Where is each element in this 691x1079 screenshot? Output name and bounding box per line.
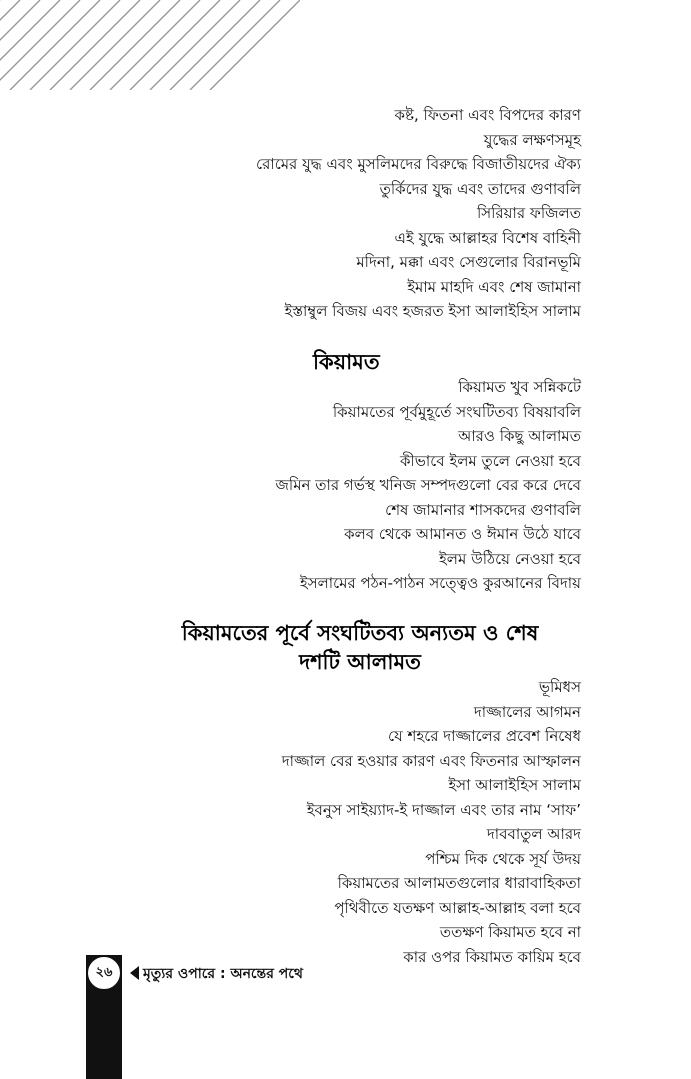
page-number: ২৬ xyxy=(86,955,122,991)
arrow-left-icon xyxy=(130,966,139,980)
toc-entry: ভূমিধস xyxy=(538,678,581,696)
toc-entry: ইসা আলাইহিস সালাম xyxy=(448,776,581,794)
heading-line-2: দশটি আলামত xyxy=(299,650,421,674)
toc-entry: কীভাবে ইলম তুলে নেওয়া হবে xyxy=(399,451,581,470)
toc-entry: ইস্তাম্বুল বিজয় এবং হজরত ইসা আলাইহিস সালাম xyxy=(284,302,581,320)
toc-entry: দাজ্জাল বের হওয়ার কারণ এবং ফিতনার আস্ফালন xyxy=(281,751,581,770)
running-footer-title: মৃত্যুর ওপারে : অনন্তের পথে xyxy=(143,966,303,982)
toc-entry: যুদ্ধের লক্ষণসমূহ xyxy=(483,130,581,149)
toc-entry: ইমাম মাহদি এবং শেষ জামানা xyxy=(407,277,581,296)
toc-entry: যে শহরে দাজ্জালের প্রবেশ নিষেধ xyxy=(387,727,581,745)
toc-entry: কার ওপর কিয়ামত কায়িম হবে xyxy=(403,947,581,966)
toc-entry: কষ্ট, ফিতনা এবং বিপদের কারণ xyxy=(394,106,581,124)
toc-section-wars xyxy=(256,103,581,324)
toc-entry: এই যুদ্ধে আল্লাহর বিশেষ বাহিনী xyxy=(394,228,581,247)
toc-entry: পশ্চিম দিক থেকে সূর্য উদয় xyxy=(425,849,581,868)
toc-entry: দাববাতুল আরদ xyxy=(486,825,581,843)
toc-entry: তুর্কিদের যুদ্ধ এবং তাদের গুণাবলি xyxy=(379,179,581,198)
toc-entry: পৃথিবীতে যতক্ষণ আল্লাহ-আল্লাহ বলা হবে xyxy=(334,898,581,917)
toc-section-ten-signs xyxy=(282,675,581,969)
toc-entry: কিয়ামতের আলামতগুলোর ধারাবাহিকতা xyxy=(337,874,581,892)
toc-entry: ইসলামের পঠন-পাঠন সত্ত্বেও কুরআনের বিদায় xyxy=(299,574,581,592)
toc-entry: কিয়ামতের পূর্বমুহূর্তে সংঘটিতব্য বিষয়াবলি xyxy=(332,402,581,421)
toc-entry: আরও কিছু আলামত xyxy=(458,427,581,445)
toc-entry: ইবনুস সাইয়্যাদ-ই দাজ্জাল এবং তার নাম ‘সাফ’ xyxy=(306,800,581,819)
toc-entry: শেষ জামানার শাসকদের গুণাবলি xyxy=(385,500,581,519)
toc-entry: কলব থেকে আমানত ও ঈমান উঠে যাবে xyxy=(344,525,581,543)
toc-entry: কিয়ামত খুব সন্নিকটে xyxy=(458,378,581,396)
toc-entry: ইলম উঠিয়ে নেওয়া হবে xyxy=(439,549,581,568)
toc-entry: ততক্ষণ কিয়ামত হবে না xyxy=(439,923,581,941)
section-heading-ten-signs xyxy=(150,619,570,677)
toc-entry: রোমের যুদ্ধ এবং মুসলিমদের বিরুদ্ধে বিজাতীয়দের ঐক্য xyxy=(256,155,581,173)
toc-entry: মদিনা, মক্কা এবং সেগুলোর বিরানভূমি xyxy=(356,253,581,271)
section-heading-qiyamah: কিয়ামত xyxy=(313,350,380,374)
toc-entry: সিরিয়ার ফজিলত xyxy=(476,204,581,222)
toc-entry: জমিন তার গর্ভস্থ খনিজ সম্পদগুলো বের করে দেবে xyxy=(275,476,581,494)
heading-line-1: কিয়ামতের পূর্বে সংঘটিতব্য অন্যতম ও শেষ xyxy=(181,621,539,645)
toc-section-qiyamah xyxy=(275,375,581,596)
toc-entry: দাজ্জালের আগমন xyxy=(473,702,581,721)
diagonal-hatch-decoration xyxy=(0,0,300,90)
